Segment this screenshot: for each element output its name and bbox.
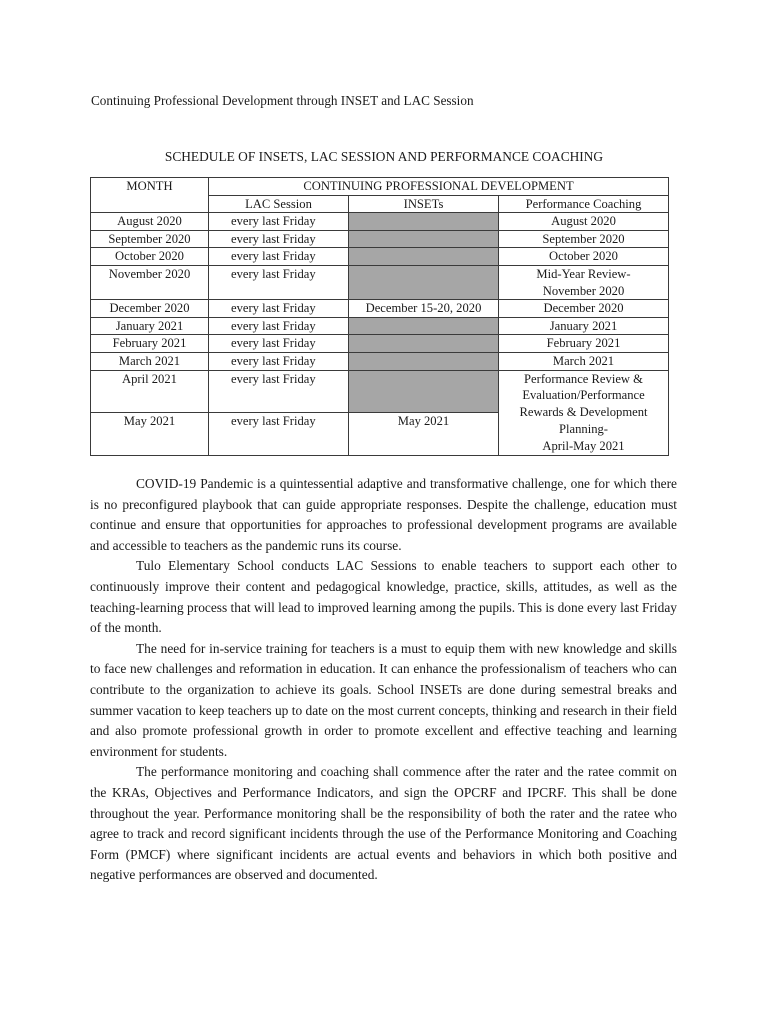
lac-cell: every last Friday (209, 265, 349, 299)
review-note-line: Rewards & Development (519, 405, 648, 420)
month-cell: January 2021 (91, 317, 209, 335)
month-cell: April 2021 (91, 370, 209, 412)
month-cell: March 2021 (91, 352, 209, 370)
table-row (91, 352, 669, 370)
inset-cell: December 15-20, 2020 (349, 300, 499, 318)
inset-cell-shaded (349, 352, 499, 370)
coaching-line: November 2020 (542, 283, 625, 298)
lac-cell: every last Friday (209, 248, 349, 266)
table-row (91, 265, 669, 299)
paragraph: COVID-19 Pandemic is a quintessential adaptive and transformative challenge, one for which there is no preconfigured playbook that can guide appropriate responses. Despite the challenge, education must continue and ensure that opportunities for approaches to professional development programs are available and accessible to teachers as the pandemic runs its course. (90, 476, 677, 553)
month-cell: December 2020 (91, 300, 209, 318)
paragraph: The need for in-service training for teachers is a must to equip them with new knowledge and skills to face new challenges and reformation in education. It can enhance the professionalism of teachers who can contribute to the organization to achieve its goals. School INSETs are done during semestral breaks and summer vacation to keep teachers up to date on the most current concepts, thinking and research in their field and also promote professional growth in order to promote excellent and effective teaching and learning environment for students. (90, 640, 677, 759)
table-row (91, 300, 669, 318)
lac-cell: every last Friday (209, 370, 349, 412)
inset-cell-shaded (349, 317, 499, 335)
page-heading: Continuing Professional Development through INSET and LAC Session (91, 93, 474, 108)
table-header-row (91, 178, 669, 196)
review-note-line: Planning- (559, 421, 608, 436)
coaching-line: Mid-Year Review- (536, 266, 631, 281)
coaching-cell: February 2021 (499, 335, 669, 353)
cpd-header: CONTINUING PROFESSIONAL DEVELOPMENT (209, 178, 669, 196)
inset-cell-shaded (349, 265, 499, 299)
coaching-cell: January 2021 (499, 317, 669, 335)
month-cell: August 2020 (91, 213, 209, 231)
coaching-cell: March 2021 (499, 352, 669, 370)
table-row (91, 335, 669, 353)
inset-cell-shaded (349, 230, 499, 248)
insets-header: INSETs (349, 195, 499, 213)
review-note-line: Evaluation/Performance (522, 388, 645, 403)
inset-cell: May 2021 (349, 413, 499, 456)
coaching-cell: December 2020 (499, 300, 669, 318)
lac-cell: every last Friday (209, 230, 349, 248)
review-note-line: April-May 2021 (542, 438, 625, 453)
inset-cell-shaded (349, 213, 499, 231)
table-row (91, 230, 669, 248)
paragraph: The performance monitoring and coaching shall commence after the rater and the ratee commit on the KRAs, Objectives and Performance Indicators, and sign the OPCRF and IPCRF. This shall be done throughout the year. Performance monitoring shall be the responsibility of both the rater and the ratee who agree to track and record significant incidents through the use of the Performance Monitoring and Coaching Form (PMCF) where significant incidents are actual events and behaviors in which both positive and negative performances are observed and documented. (90, 764, 677, 883)
lac-cell: every last Friday (209, 335, 349, 353)
table-row (91, 317, 669, 335)
table-row (91, 213, 669, 231)
table-row (91, 370, 669, 412)
table-title: SCHEDULE OF INSETS, LAC SESSION AND PERFORMANCE COACHING (164, 149, 604, 164)
lac-cell: every last Friday (209, 413, 349, 456)
lac-cell: every last Friday (209, 213, 349, 231)
month-cell: May 2021 (91, 413, 209, 456)
schedule-table (90, 177, 669, 456)
month-cell: September 2020 (91, 230, 209, 248)
review-note-cell (499, 370, 669, 455)
lac-cell: every last Friday (209, 352, 349, 370)
inset-cell-shaded (349, 370, 499, 412)
lac-session-header: LAC Session (209, 195, 349, 213)
paragraph: Tulo Elementary School conducts LAC Sessions to enable teachers to support each other to continuously improve their content and pedagogical knowledge, practice, skills, attitudes, as well as the teaching-learning process that will lead to improved learning among the pupils. This is done every last Friday of the month. (90, 558, 677, 636)
body-text (90, 474, 677, 886)
coaching-cell: October 2020 (499, 248, 669, 266)
lac-cell: every last Friday (209, 317, 349, 335)
month-header: MONTH (91, 178, 209, 213)
inset-cell-shaded (349, 335, 499, 353)
coaching-cell: August 2020 (499, 213, 669, 231)
inset-cell-shaded (349, 248, 499, 266)
lac-cell: every last Friday (209, 300, 349, 318)
month-cell: February 2021 (91, 335, 209, 353)
review-note-line: Performance Review & (524, 371, 643, 386)
month-cell: November 2020 (91, 265, 209, 299)
month-cell: October 2020 (91, 248, 209, 266)
coaching-cell (499, 265, 669, 299)
coaching-cell: September 2020 (499, 230, 669, 248)
performance-coaching-header: Performance Coaching (499, 195, 669, 213)
table-row (91, 248, 669, 266)
